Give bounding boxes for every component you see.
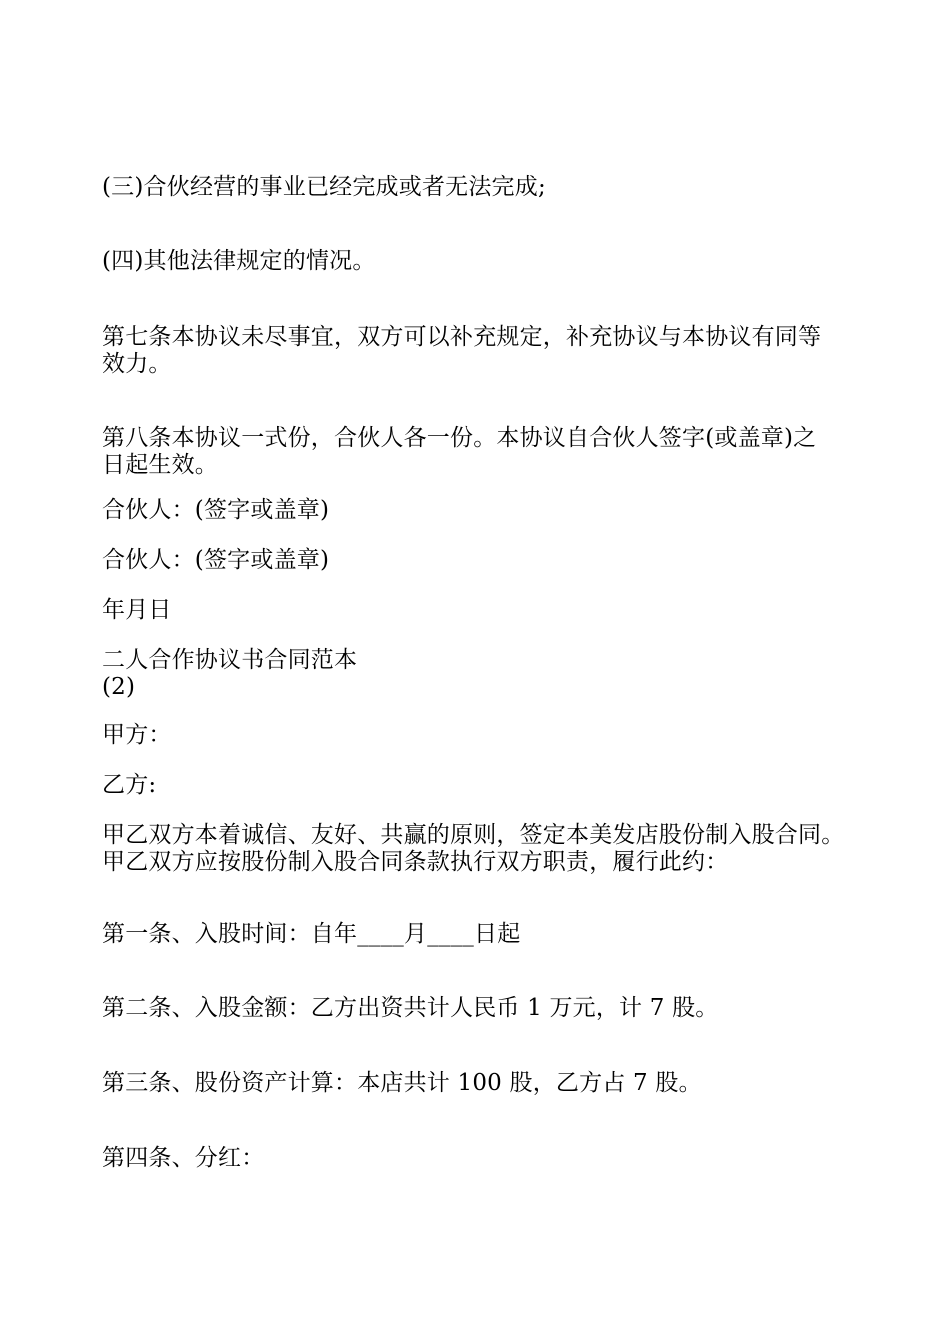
clause-four: (四)其他法律规定的情况。 xyxy=(102,248,376,274)
article-four: 第四条、分红： xyxy=(102,1145,265,1171)
preamble-line-1: 甲乙双方本着诚信、友好、共赢的原则，签定本美发店股份制入股合同。 xyxy=(102,822,845,848)
second-title-line-2: (2) xyxy=(102,674,136,700)
article-three: 第三条、股份资产计算：本店共计 100 股，乙方占 7 股。 xyxy=(102,1070,702,1096)
article-seven-line-2: 效力。 xyxy=(102,351,172,377)
partner-signature-1: 合伙人：(签字或盖章) xyxy=(102,497,330,523)
article-one: 第一条、入股时间：自年____月____日起 xyxy=(102,921,521,947)
article-eight-line-2: 日起生效。 xyxy=(102,452,218,478)
article-two: 第二条、入股金额：乙方出资共计人民币 1 万元，计 7 股。 xyxy=(102,995,719,1021)
party-a: 甲方： xyxy=(102,722,172,748)
date-line: 年月日 xyxy=(102,597,172,623)
article-seven-line-1: 第七条本协议未尽事宜，双方可以补充规定，补充协议与本协议有同等 xyxy=(102,324,822,350)
second-title-line-1: 二人合作协议书合同范本 xyxy=(102,647,358,673)
clause-three: (三)合伙经营的事业已经完成或者无法完成; xyxy=(102,174,546,200)
preamble-line-2: 甲乙双方应按股份制入股合同条款执行双方职责，履行此约： xyxy=(102,849,729,875)
partner-signature-2: 合伙人：(签字或盖章) xyxy=(102,547,330,573)
party-b: 乙方: xyxy=(102,772,157,798)
article-eight-line-1: 第八条本协议一式份，合伙人各一份。本协议自合伙人签字(或盖章)之 xyxy=(102,425,817,451)
